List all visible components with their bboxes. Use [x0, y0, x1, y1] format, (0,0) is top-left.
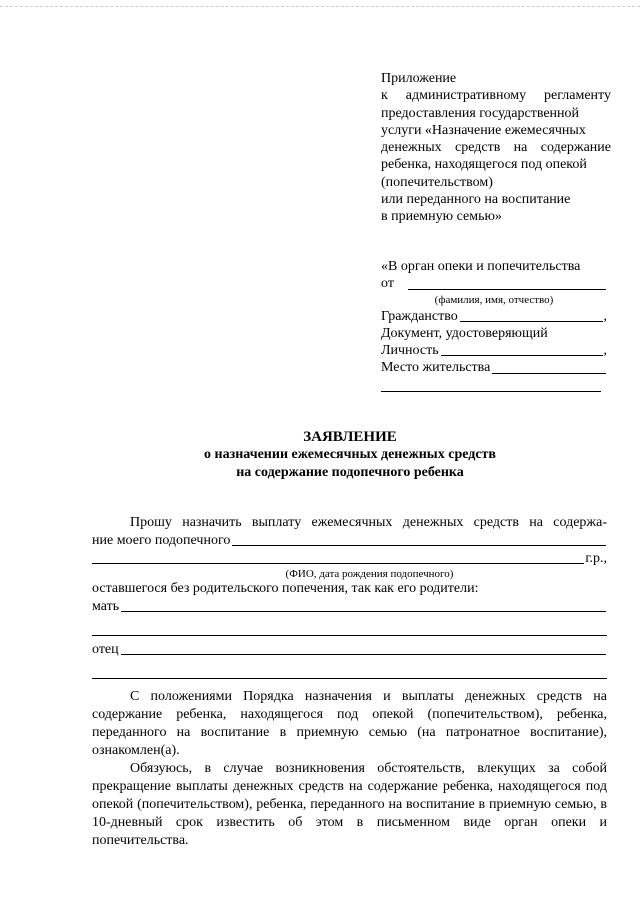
appendix-line: к административному регламенту — [381, 88, 611, 104]
ward-caption: (ФИО, дата рождения подопечного) — [285, 568, 454, 580]
residence-label: Место жительства — [381, 360, 491, 376]
request-line4: оставшегося без родительского попечения, так как его родители: — [92, 581, 479, 596]
mother-field[interactable] — [121, 599, 606, 612]
citizenship-label: Гражданство — [381, 308, 458, 324]
addressee-to: «В орган опеки и попечительства — [381, 259, 581, 274]
ward-label: ние моего подопечного — [92, 533, 231, 548]
father-field-2[interactable] — [92, 665, 607, 679]
from-field[interactable] — [408, 277, 606, 290]
ward-row — [92, 532, 607, 550]
appendix-line: (попечительством) — [381, 174, 493, 190]
acquainted-paragraph — [92, 688, 607, 760]
appendix-line: или переданного на воспитание — [381, 192, 571, 208]
mother-field-2[interactable] — [92, 622, 607, 636]
ward-field[interactable] — [232, 533, 606, 546]
identity-row — [381, 342, 607, 359]
citizenship-row — [381, 308, 607, 325]
from-label: от — [381, 276, 394, 292]
from-row — [381, 275, 607, 292]
document-label: Документ, удостоверяющий — [381, 325, 548, 341]
appendix-line: ребенка, находящегося под опекой — [381, 157, 587, 173]
page-top-rule — [0, 6, 640, 7]
ward-dob-field[interactable] — [92, 551, 584, 564]
appendix-block — [381, 70, 611, 226]
title-main: ЗАЯВЛЕНИЕ — [303, 429, 397, 445]
identity-field[interactable] — [441, 343, 603, 356]
residence-field-2[interactable] — [381, 379, 601, 392]
appendix-line: в приемную семью» — [381, 209, 502, 225]
comma: , — [603, 343, 607, 359]
father-label: отец — [92, 642, 119, 657]
request-block — [92, 514, 607, 684]
document-title — [100, 428, 600, 482]
ward-dob-row — [92, 550, 607, 568]
addressee-block — [381, 258, 607, 392]
appendix-line: Приложение — [381, 71, 457, 86]
appendix-line: услуги «Назначение ежемесячных — [381, 122, 586, 138]
obligation-text: Обязуюсь, в случае возникновения обстоятельств, влекущих за собой прекращение выплаты денежных средств на содержание ребенка, находящегося под опекой (попечительством), ребенка, переданного на воспитание в приемную семью, в 10-дневный срок известить об этом в письменном виде орган опеки и попечительства. — [92, 761, 607, 848]
request-line1: Прошу назначить выплату ежемесячных денежных средств на содержа- — [130, 515, 607, 530]
appendix-line: денежных средств на содержание — [381, 140, 611, 156]
citizenship-field[interactable] — [460, 309, 603, 322]
comma: , — [603, 308, 607, 324]
title-line3: на содержание подопечного ребенка — [236, 465, 464, 480]
mother-label: мать — [92, 599, 120, 614]
residence-row — [381, 359, 607, 376]
mother-row — [92, 598, 607, 616]
residence-field[interactable] — [492, 361, 606, 374]
acquainted-text: С положениями Порядка назначения и выплаты денежных средств на содержание ребенка, находящегося под опекой (попечительством), ребенка, переданного на воспитание в приемную семью (на патронатное воспитание), ознакомлен(а). — [92, 689, 607, 758]
year-suffix: г.р., — [585, 551, 607, 566]
father-field[interactable] — [121, 642, 606, 655]
identity-label: Личность — [381, 343, 439, 359]
fio-caption: (фамилия, имя, отчество) — [434, 293, 554, 306]
appendix-line: предоставления государственной — [381, 105, 580, 121]
father-row — [92, 641, 607, 659]
title-line2: о назначении ежемесячных денежных средств — [204, 447, 496, 462]
obligation-paragraph — [92, 760, 607, 850]
